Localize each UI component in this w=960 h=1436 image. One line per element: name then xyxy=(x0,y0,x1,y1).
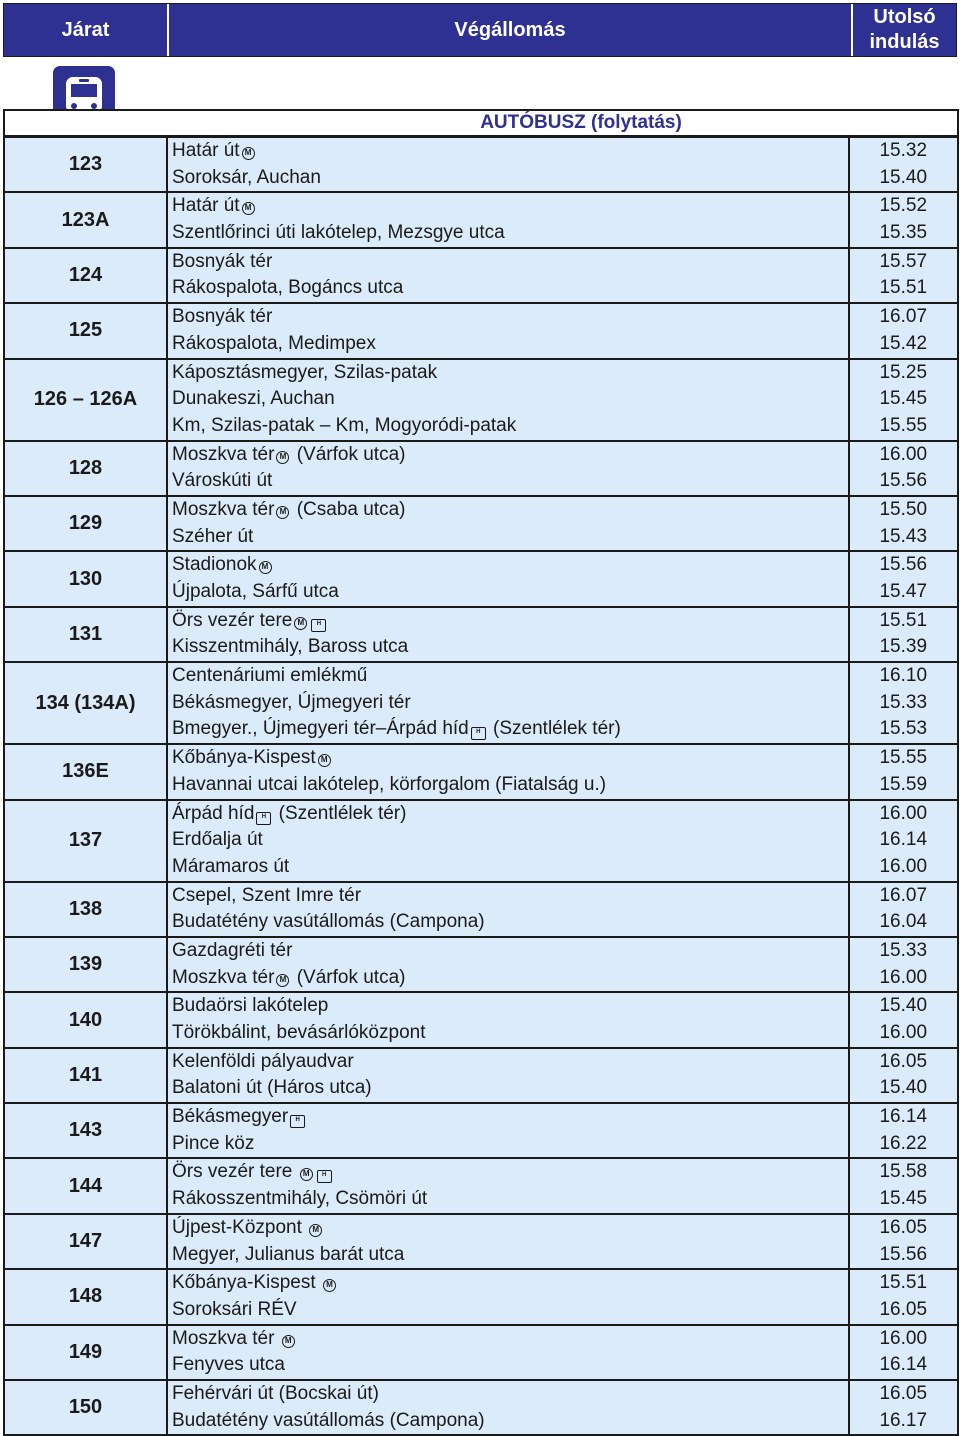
section-title: AUTÓBUSZ (folytatás) xyxy=(4,110,958,137)
table-row xyxy=(4,1048,958,1103)
destination-cell xyxy=(167,192,849,247)
destination-note: (Várfok utca) xyxy=(291,966,406,988)
destination-cell xyxy=(167,937,849,992)
table-row xyxy=(4,1380,958,1435)
destination xyxy=(168,965,848,992)
destination-name: Soroksári RÉV xyxy=(172,1298,297,1320)
route-number: 124 xyxy=(4,248,167,303)
destination-cell xyxy=(167,551,849,606)
destination xyxy=(168,468,848,495)
last-departure-time: 16.14 xyxy=(879,829,928,851)
header-destination: Végállomás xyxy=(169,4,853,56)
last-departure-time: 15.42 xyxy=(879,332,928,354)
time-cell xyxy=(849,303,958,358)
last-departure-time: 15.32 xyxy=(879,140,928,161)
table-row xyxy=(4,1269,958,1324)
route-number: 143 xyxy=(4,1103,167,1158)
route-number: 137 xyxy=(4,800,167,882)
last-departure-time: 15.39 xyxy=(879,636,928,658)
route-number: 123A xyxy=(4,192,167,247)
destination-name: Káposztásmegyer, Szilas-patak xyxy=(172,361,438,383)
destination xyxy=(168,1131,848,1158)
destination xyxy=(168,1242,848,1269)
table-row xyxy=(4,1158,958,1213)
destination xyxy=(168,1159,848,1186)
destination-name: Bmegyer., Újmegyeri tér–Árpád híd xyxy=(172,718,469,740)
destination xyxy=(168,772,848,799)
metro-icon: M xyxy=(276,506,289,519)
destination-name: Örs vezér tere xyxy=(172,1161,298,1183)
destination-cell xyxy=(167,800,849,882)
destination xyxy=(168,690,848,717)
destination-name: Rákospalota, Bogáncs utca xyxy=(172,277,404,299)
destination xyxy=(168,552,848,579)
destination-cell xyxy=(167,1158,849,1213)
table-row xyxy=(4,551,958,606)
table-row xyxy=(4,800,958,882)
destination-name: Balatoni út (Háros utca) xyxy=(172,1077,372,1099)
destination-cell xyxy=(167,992,849,1047)
destination-name: Budatétény vasútállomás (Campona) xyxy=(172,911,485,933)
route-number: 138 xyxy=(4,882,167,937)
route-number: 128 xyxy=(4,441,167,496)
destination-name: Soroksár, Auchan xyxy=(172,166,321,188)
route-number: 141 xyxy=(4,1048,167,1103)
last-departure-time: 15.55 xyxy=(879,414,928,436)
destination xyxy=(168,413,848,440)
destination xyxy=(168,1186,848,1213)
destination xyxy=(168,938,848,965)
last-departure-time: 16.07 xyxy=(879,306,928,328)
route-number: 140 xyxy=(4,992,167,1047)
destination-cell xyxy=(167,1380,849,1435)
last-departure-time: 15.58 xyxy=(879,1161,928,1183)
destination xyxy=(168,249,848,276)
table-row xyxy=(4,744,958,799)
table-row xyxy=(4,1214,958,1269)
destination xyxy=(168,1215,848,1242)
destination-cell xyxy=(167,303,849,358)
destination xyxy=(168,854,848,881)
last-departure-time: 15.59 xyxy=(879,773,928,795)
header-last-departure: Utolsó indulás xyxy=(869,6,940,53)
last-departure-time: 15.40 xyxy=(879,166,928,188)
destination-name: Örs vezér tere xyxy=(172,609,293,631)
destination xyxy=(168,663,848,690)
table-row xyxy=(4,303,958,358)
destination-cell xyxy=(167,496,849,551)
last-departure-time: 15.56 xyxy=(879,1243,928,1265)
destination xyxy=(168,442,848,469)
last-departure-time: 16.05 xyxy=(879,1382,928,1404)
route-number: 136E xyxy=(4,744,167,799)
destination xyxy=(168,801,848,828)
destination xyxy=(168,360,848,387)
route-number: 130 xyxy=(4,551,167,606)
destination-name: Máramaros út xyxy=(172,855,290,877)
metro-icon: M xyxy=(242,202,255,215)
table-row xyxy=(4,1325,958,1380)
table-row xyxy=(4,662,958,744)
route-number: 149 xyxy=(4,1325,167,1380)
last-departure-time: 15.45 xyxy=(879,1188,928,1210)
time-cell xyxy=(849,607,958,662)
table-row xyxy=(4,248,958,303)
destination-name: Bosnyák tér xyxy=(172,306,273,328)
destination xyxy=(168,1049,848,1076)
destination-cell xyxy=(167,1269,849,1324)
metro-icon: M xyxy=(276,974,289,987)
hev-icon: H xyxy=(471,727,486,740)
destination xyxy=(168,745,848,772)
metro-icon: M xyxy=(294,617,307,630)
destination xyxy=(168,608,848,635)
last-departure-time: 16.00 xyxy=(879,802,928,824)
metro-icon: M xyxy=(300,1168,313,1181)
destination-name: Pince köz xyxy=(172,1132,255,1154)
table-row xyxy=(4,882,958,937)
route-number: 126 – 126A xyxy=(4,359,167,441)
time-cell xyxy=(849,1269,958,1324)
last-departure-time: 16.05 xyxy=(879,1050,928,1072)
destination xyxy=(168,1352,848,1379)
destination-name: Stadionok xyxy=(172,554,257,576)
destination xyxy=(168,1408,848,1435)
table-row xyxy=(4,192,958,247)
destination-name: Árpád híd xyxy=(172,802,255,824)
table-row xyxy=(4,441,958,496)
destination xyxy=(168,275,848,302)
last-departure-time: 15.35 xyxy=(879,222,928,244)
time-cell xyxy=(849,937,958,992)
destination-name: Fehérvári út (Bocskai út) xyxy=(172,1382,379,1404)
time-cell xyxy=(849,1048,958,1103)
time-cell xyxy=(849,1158,958,1213)
destination xyxy=(168,193,848,220)
destination xyxy=(168,1381,848,1408)
destination-cell xyxy=(167,137,849,193)
last-departure-time: 15.51 xyxy=(879,609,928,631)
time-cell xyxy=(849,662,958,744)
destination xyxy=(168,579,848,606)
last-departure-time: 15.40 xyxy=(879,995,928,1017)
destination-name: Megyer, Julianus barát utca xyxy=(172,1243,405,1265)
last-departure-time: 15.40 xyxy=(879,1077,928,1099)
last-departure-time: 15.56 xyxy=(879,470,928,492)
last-departure-time: 16.00 xyxy=(879,1022,928,1043)
destination-name: Erdőalja út xyxy=(172,829,263,851)
table-header xyxy=(3,3,957,57)
destination xyxy=(168,909,848,936)
destination-cell xyxy=(167,882,849,937)
time-cell xyxy=(849,496,958,551)
destination-name: Moszkva tér xyxy=(172,498,275,520)
table-row xyxy=(4,359,958,441)
destination-cell xyxy=(167,1214,849,1269)
destination-cell xyxy=(167,248,849,303)
last-departure-time: 15.47 xyxy=(879,581,928,602)
destination-name: Moszkva tér xyxy=(172,1327,280,1349)
destination-note: (Szentlélek tér) xyxy=(487,718,621,740)
destination-cell xyxy=(167,441,849,496)
table-row xyxy=(4,137,958,193)
destination-name: Budatétény vasútállomás (Campona) xyxy=(172,1409,485,1431)
time-cell xyxy=(849,882,958,937)
time-cell xyxy=(849,1380,958,1435)
last-departure-time: 15.53 xyxy=(879,718,928,740)
destination xyxy=(168,1326,848,1353)
destination xyxy=(168,716,848,743)
destination xyxy=(168,138,848,165)
destination xyxy=(168,1270,848,1297)
destination-name: Centenáriumi emlékmű xyxy=(172,665,368,687)
last-departure-time: 16.00 xyxy=(879,966,928,988)
destination xyxy=(168,386,848,413)
last-departure-time: 16.00 xyxy=(879,1327,928,1349)
time-cell xyxy=(849,248,958,303)
metro-icon: M xyxy=(276,451,289,464)
last-departure-time: 16.14 xyxy=(879,1354,928,1376)
destination xyxy=(168,883,848,910)
destination-name: Határ út xyxy=(172,140,240,161)
route-number: 150 xyxy=(4,1380,167,1435)
time-cell xyxy=(849,441,958,496)
destination-note: (Szentlélek tér) xyxy=(273,802,407,824)
destination xyxy=(168,497,848,524)
last-departure-time: 15.33 xyxy=(879,939,928,961)
destination-name: Bosnyák tér xyxy=(172,250,273,272)
route-number: 129 xyxy=(4,496,167,551)
destination-name: Km, Szilas-patak – Km, Mogyoródi-patak xyxy=(172,414,517,436)
route-number: 125 xyxy=(4,303,167,358)
destination-name: Kisszentmihály, Baross utca xyxy=(172,636,409,658)
header-route: Járat xyxy=(4,4,169,56)
destination xyxy=(168,524,848,551)
route-number: 147 xyxy=(4,1214,167,1269)
last-departure-time: 15.43 xyxy=(879,525,928,547)
last-departure-time: 15.55 xyxy=(879,747,928,769)
metro-icon: M xyxy=(323,1279,336,1292)
destination xyxy=(168,993,848,1020)
destination-name: Moszkva tér xyxy=(172,443,275,465)
destination-name: Városkúti út xyxy=(172,470,273,492)
last-departure-time: 16.22 xyxy=(879,1132,928,1154)
last-departure-time: 15.25 xyxy=(879,361,928,383)
time-cell xyxy=(849,800,958,882)
destination xyxy=(168,1075,848,1102)
time-cell xyxy=(849,992,958,1047)
destination-name: Határ út xyxy=(172,195,240,217)
last-departure-time: 15.51 xyxy=(879,1272,928,1294)
destination xyxy=(168,331,848,358)
destination-name: Békásmegyer xyxy=(172,1106,289,1128)
destination-note: (Csaba utca) xyxy=(291,498,406,520)
table-row xyxy=(4,937,958,992)
table-row xyxy=(4,1103,958,1158)
metro-icon: M xyxy=(242,147,255,160)
destination-name: Rákospalota, Medimpex xyxy=(172,332,376,354)
last-departure-time: 16.14 xyxy=(879,1106,928,1128)
route-number: 123 xyxy=(4,137,167,193)
route-number: 139 xyxy=(4,937,167,992)
destination-cell xyxy=(167,1048,849,1103)
time-cell xyxy=(849,744,958,799)
hev-icon: H xyxy=(311,619,326,632)
destination-name: Csepel, Szent Imre tér xyxy=(172,884,362,906)
last-departure-time: 16.17 xyxy=(879,1409,928,1431)
destination-name: Rákosszentmihály, Csömöri út xyxy=(172,1188,428,1210)
destination-note: (Várfok utca) xyxy=(291,443,406,465)
metro-icon: M xyxy=(309,1224,322,1237)
metro-icon: M xyxy=(282,1335,295,1348)
last-departure-time: 15.57 xyxy=(879,250,928,272)
destination-name: Újpalota, Sárfű utca xyxy=(172,581,339,602)
destination-cell xyxy=(167,607,849,662)
destination-name: Kőbánya-Kispest xyxy=(172,1272,321,1294)
destination-name: Szentlőrinci úti lakótelep, Mezsgye utca xyxy=(172,222,505,244)
destination xyxy=(168,1297,848,1324)
destination xyxy=(168,304,848,331)
destination-name: Kőbánya-Kispest xyxy=(172,747,316,769)
destination-name: Gazdagréti tér xyxy=(172,939,293,961)
time-cell xyxy=(849,551,958,606)
destination xyxy=(168,1020,848,1047)
hev-icon: H xyxy=(317,1170,332,1183)
time-cell xyxy=(849,1325,958,1380)
destination xyxy=(168,827,848,854)
destination-cell xyxy=(167,662,849,744)
table-row xyxy=(4,496,958,551)
last-departure-time: 15.45 xyxy=(879,388,928,410)
route-number: 134 (134A) xyxy=(4,662,167,744)
destination-cell xyxy=(167,1103,849,1158)
destination-name: Fenyves utca xyxy=(172,1354,285,1376)
last-departure-time: 15.33 xyxy=(879,691,928,713)
last-departure-time: 15.50 xyxy=(879,498,928,520)
route-number: 148 xyxy=(4,1269,167,1324)
time-cell xyxy=(849,359,958,441)
route-number: 144 xyxy=(4,1158,167,1213)
destination-name: Moszkva tér xyxy=(172,966,275,988)
table-row xyxy=(4,607,958,662)
destination xyxy=(168,165,848,192)
destination-cell xyxy=(167,744,849,799)
destination-name: Újpest-Központ xyxy=(172,1216,308,1238)
hev-icon: H xyxy=(290,1115,305,1128)
last-departure-time: 15.51 xyxy=(879,277,928,299)
last-departure-time: 16.10 xyxy=(879,665,928,687)
destination xyxy=(168,220,848,247)
destination-name: Dunakeszi, Auchan xyxy=(172,388,335,410)
time-cell xyxy=(849,1103,958,1158)
last-departure-time: 16.00 xyxy=(879,855,928,877)
time-cell xyxy=(849,192,958,247)
last-departure-time: 16.05 xyxy=(879,1216,928,1238)
timetable xyxy=(3,109,959,1436)
time-cell xyxy=(849,137,958,193)
last-departure-time: 15.52 xyxy=(879,195,928,217)
destination-name: Békásmegyer, Újmegyeri tér xyxy=(172,691,411,713)
metro-icon: M xyxy=(318,754,331,767)
metro-icon: M xyxy=(259,561,272,574)
last-departure-time: 16.05 xyxy=(879,1298,928,1320)
route-number: 131 xyxy=(4,607,167,662)
destination-name: Széher út xyxy=(172,525,254,547)
last-departure-time: 16.07 xyxy=(879,884,928,906)
destination-cell xyxy=(167,359,849,441)
table-row xyxy=(4,992,958,1047)
time-cell xyxy=(849,1214,958,1269)
destination-name: Havannai utcai lakótelep, körforgalom (Fiatalság u.) xyxy=(172,773,607,795)
last-departure-time: 15.56 xyxy=(879,554,928,576)
destination-name: Budaörsi lakótelep xyxy=(172,995,329,1017)
destination-name: Törökbálint, bevásárlóközpont xyxy=(172,1022,426,1043)
hev-icon: H xyxy=(256,812,271,825)
destination xyxy=(168,1104,848,1131)
destination xyxy=(168,634,848,661)
last-departure-time: 16.04 xyxy=(879,911,928,933)
last-departure-time: 16.00 xyxy=(879,443,928,465)
destination-name: Kelenföldi pályaudvar xyxy=(172,1050,354,1072)
destination-cell xyxy=(167,1325,849,1380)
